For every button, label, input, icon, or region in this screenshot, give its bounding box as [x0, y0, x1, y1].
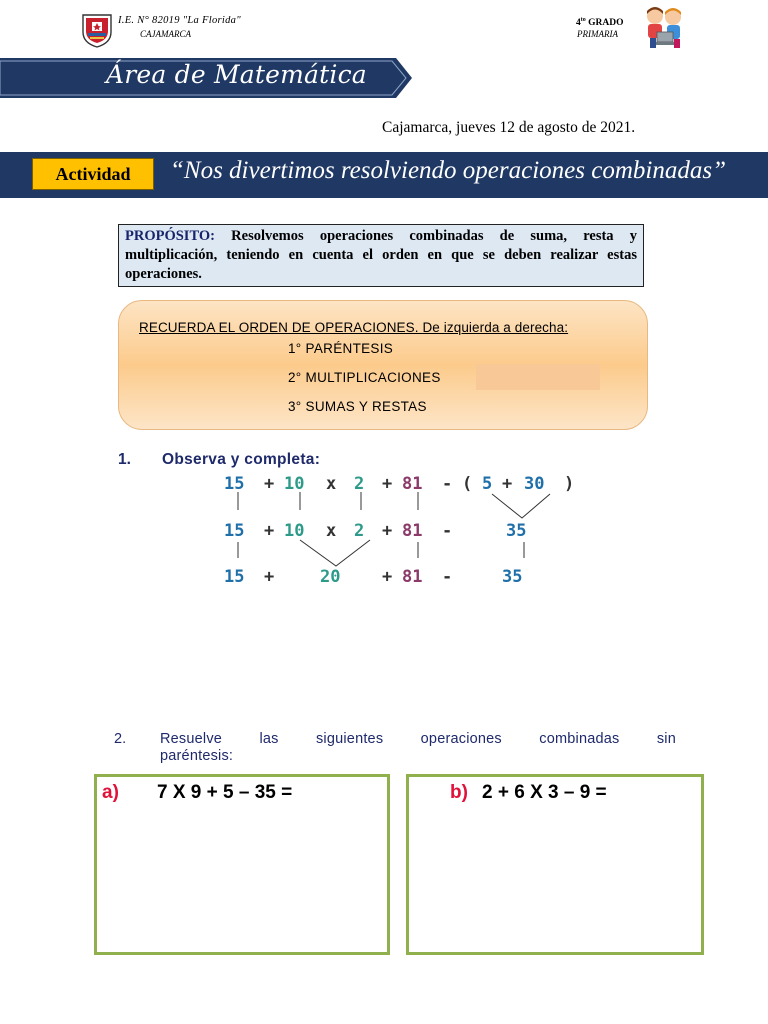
r3-op-plus-2: +: [382, 567, 393, 587]
r3-op-plus: +: [264, 567, 275, 587]
section2-title-line1: Resuelve las siguientes operaciones combinadas sin: [160, 731, 676, 747]
r1-op-plus-2: +: [382, 474, 393, 494]
problem-b-expression: 2 + 6 X 3 – 9 =: [482, 782, 607, 803]
r2-num-35: 35: [506, 521, 527, 541]
school-name: I.E. N° 82019 "La Florida": [118, 15, 241, 26]
purpose-label: PROPÓSITO:: [125, 228, 215, 244]
r1-num-15: 15: [224, 474, 245, 494]
r1-num-81: 81: [402, 474, 423, 494]
area-title: Área de Matemática: [106, 60, 367, 89]
r3-num-20: 20: [320, 567, 341, 587]
r1-op-plus-3: +: [502, 474, 513, 494]
r2-num-2: 2: [354, 521, 365, 541]
r3-op-minus: -: [442, 567, 453, 587]
r1-num-10: 10: [284, 474, 305, 494]
grade-label: $4^{to}$ GRADO: [576, 17, 624, 29]
r3-num-15: 15: [224, 567, 245, 587]
r2-op-plus-2: +: [382, 521, 393, 541]
purpose-box: [118, 224, 644, 287]
r1-op-minus: -: [442, 474, 453, 494]
problem-a-label: a): [102, 782, 119, 803]
school-city: CAJAMARCA: [140, 29, 191, 39]
reminder-highlight: [476, 364, 600, 390]
r2-op-minus: -: [442, 521, 453, 541]
purpose-text: Resolvemos operaciones combinadas de suma, resta y multiplicación, teniendo en cuenta el orden en que se deben realizar estas operaciones.: [125, 228, 637, 282]
reminder-item-add-subtract: 3° SUMAS Y RESTAS: [288, 399, 427, 414]
r1-paren-close: ): [564, 474, 575, 494]
r3-num-35: 35: [502, 567, 523, 587]
reminder-title: RECUERDA EL ORDEN DE OPERACIONES. De izquierda a derecha:: [139, 320, 569, 335]
activity-label: Actividad: [32, 158, 154, 190]
operation-breakdown-diagram: [220, 470, 590, 590]
activity-title: “Nos divertimos resolviendo operaciones combinadas”: [170, 157, 726, 184]
r2-op-times: x: [326, 521, 337, 541]
r3-num-81: 81: [402, 567, 423, 587]
date-line: Cajamarca, jueves 12 de agosto de 2021.: [382, 119, 636, 136]
school-crest-logo: [80, 12, 114, 48]
r2-op-plus: +: [264, 521, 275, 541]
r1-num-5: 5: [482, 474, 493, 494]
reminder-item-parentheses: 1° PARÉNTESIS: [288, 341, 394, 356]
r1-op-plus: +: [264, 474, 275, 494]
r1-num-2: 2: [354, 474, 365, 494]
r2-num-10: 10: [284, 521, 305, 541]
section2-number: 2.: [114, 731, 127, 747]
level-label: PRIMARIA: [577, 29, 618, 39]
problem-b-label: b): [450, 782, 468, 803]
section1-title: Observa y completa:: [162, 451, 321, 468]
r1-paren-open: (: [462, 474, 473, 494]
r1-op-times: x: [326, 474, 337, 494]
r1-num-30: 30: [524, 474, 545, 494]
section2-title-line2: paréntesis:: [160, 748, 234, 764]
section1-number: 1.: [118, 451, 131, 468]
reminder-item-multiplication: 2° MULTIPLICACIONES: [288, 370, 441, 385]
r2-num-81: 81: [402, 521, 423, 541]
r2-num-15: 15: [224, 521, 245, 541]
problem-a-expression: 7 X 9 + 5 – 35 =: [157, 782, 293, 803]
kids-with-laptop-illustration: [640, 4, 690, 50]
